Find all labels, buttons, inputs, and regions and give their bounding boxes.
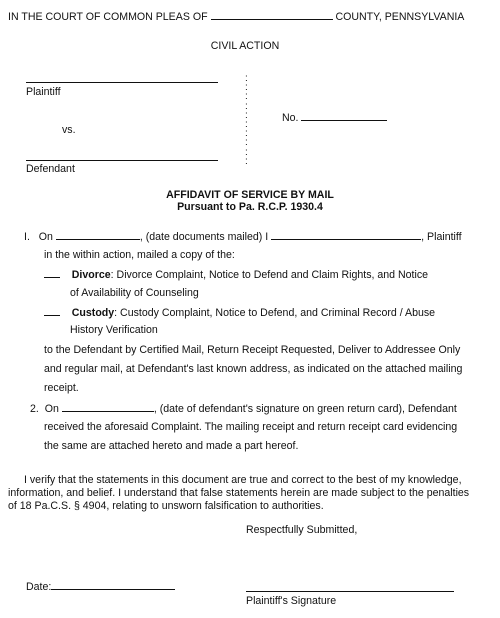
defendant-label: Defendant: [26, 163, 75, 175]
date-blank[interactable]: [51, 580, 175, 590]
respectfully-submitted: Respectfully Submitted,: [246, 524, 358, 536]
item1-plaintiff: , Plaintiff: [421, 231, 462, 243]
custody-option: [44, 306, 435, 319]
signature-label: Plaintiff's Signature: [246, 595, 337, 607]
custody-label: Custody: [71, 307, 115, 319]
county-blank[interactable]: [211, 10, 333, 20]
item2-line3: the same are attached hereto and made a part hereof.: [44, 440, 299, 452]
plaintiff-line[interactable]: [26, 82, 218, 83]
item2-num: 2.: [30, 403, 39, 415]
item1-date-mailed: , (date documents mailed) I: [139, 231, 269, 243]
item2-line2: received the aforesaid Complaint. The mailing receipt and return receipt card evidencing: [44, 421, 458, 433]
item1-line-c: receipt.: [44, 382, 79, 394]
item1-line1: [24, 230, 462, 243]
date-field: [26, 580, 175, 593]
item1-line2: in the within action, mailed a copy of the:: [44, 249, 235, 261]
verification-line1: I verify that the statements in this document are true and correct to the best of my knowledge,: [24, 474, 462, 486]
item1-line-b: and regular mail, at Defendant's last known address, as indicated on the attached mailing: [44, 363, 463, 375]
item1-line-a: to the Defendant by Certified Mail, Return Receipt Requested, Deliver to Addressee Only: [44, 344, 461, 356]
caption-colon-column: : : : : : : : : : :: [245, 73, 248, 167]
date-label: Date:: [26, 581, 52, 593]
date-mailed-blank[interactable]: [56, 230, 140, 240]
vs-label: vs.: [62, 124, 76, 136]
case-number: [282, 111, 387, 124]
custody-text: : Custody Complaint, Notice to Defend, and Criminal Record / Abuse: [114, 307, 436, 319]
item2-text1: , (date of defendant's signature on green return card), Defendant: [153, 403, 457, 415]
court-prefix: IN THE COURT OF COMMON PLEAS OF: [8, 11, 208, 23]
case-no-label: No.: [282, 112, 299, 124]
item2-on: On: [44, 403, 59, 415]
signature-date-blank[interactable]: [62, 402, 154, 412]
court-line: [8, 10, 464, 23]
divorce-label: Divorce: [71, 269, 111, 281]
item1-num: I.: [24, 231, 30, 243]
item2-line1: [30, 402, 457, 415]
civil-action-heading: CIVIL ACTION: [210, 40, 280, 52]
plaintiff-name-blank[interactable]: [271, 230, 421, 240]
defendant-line[interactable]: [26, 160, 218, 161]
divorce-text: : Divorce Complaint, Notice to Defend and Claim Rights, and Notice: [110, 269, 429, 281]
affidavit-title: AFFIDAVIT OF SERVICE BY MAIL: [166, 189, 334, 201]
plaintiff-label: Plaintiff: [26, 86, 61, 98]
affidavit-subtitle: Pursuant to Pa. R.C.P. 1930.4: [177, 201, 323, 213]
court-suffix: COUNTY, PENNSYLVANIA: [335, 11, 465, 23]
verification-line2: information, and belief. I understand that false statements herein are made subject to the penalties: [8, 487, 470, 499]
custody-text-line2: History Verification: [70, 324, 158, 336]
item1-on: On: [38, 231, 53, 243]
divorce-text-line2: of Availability of Counseling: [70, 287, 199, 299]
signature-line[interactable]: [246, 591, 454, 592]
divorce-checkbox-blank[interactable]: [44, 268, 60, 278]
divorce-option: [44, 268, 428, 281]
verification-line3: of 18 Pa.C.S. § 4904, relating to unsworn falsification to authorities.: [8, 500, 324, 512]
case-no-blank[interactable]: [301, 111, 387, 121]
custody-checkbox-blank[interactable]: [44, 306, 60, 316]
